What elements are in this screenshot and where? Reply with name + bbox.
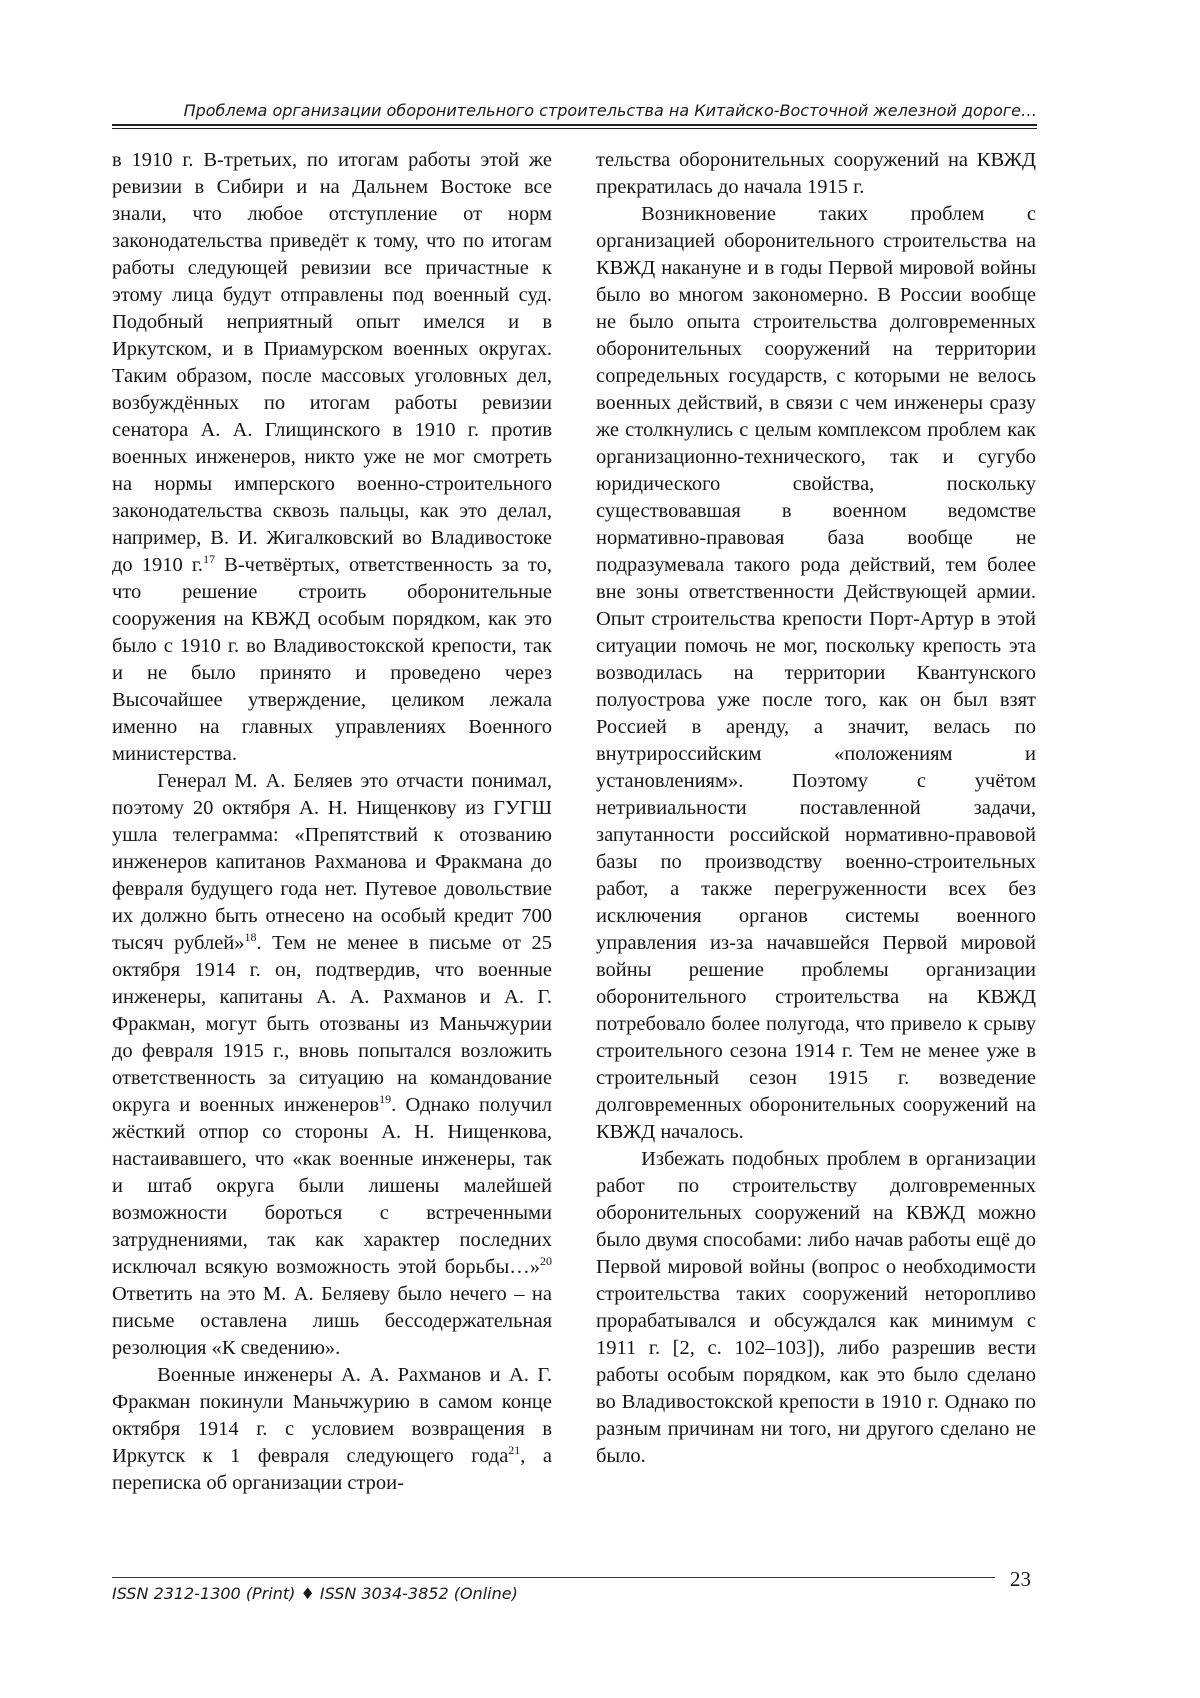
paragraph: [112, 768, 552, 1362]
footnote-ref: 19: [379, 1092, 392, 1107]
text-run: , а переписка об организации строи-: [112, 1445, 552, 1494]
footnote-ref: 18: [244, 930, 257, 945]
paragraph: тельства оборонительных сооружений на КВЖД прекратилась до начала 1915 г.: [596, 149, 1036, 198]
text-run: в 1910 г. В-третьих, по итогам работы этой же ревизии в Сибири и на Дальнем Востоке все знали, что любое отступление от норм законодательства приведёт к тому, что по итогам работы следующей ревизии все причастные к этому лица будут отправлены под военный суд. Подобный неприятный опыт имелся и в Иркутском, и в Приамурском военных округах. Таким образом, после массовых уголовных дел, возбуждённых по итогам работы ревизии сенатора А. А. Глищинского в 1910 г. против военных инженеров, никто уже не мог смотреть на нормы имперского военно-строительного законодательства сквозь пальцы, как это делал, например, В. И. Жигалковский во Владивостоке до 1910 г.: [112, 149, 552, 576]
paragraph: Избежать подобных проблем в организации работ по строительству долговременных оборонительных сооружений на КВЖД можно было двумя способами: либо начав работы ещё до Первой мировой войны (вопрос о необходимости строительства таких сооружений неторопливо прорабатывался и обсуждался как минимум с 1911 г. [2, с. 102–103]), либо разрешив вести работы особым порядком, как это было сделано во Владивостокской крепости в 1910 г. Однако по разным причинам ни того, ни другого сделано не было.: [596, 1148, 1036, 1467]
text-run: Военные инженеры А. А. Рахманов и А. Г. Фракман покинули Маньчжурию в самом конце октября 1914 г. с условием возвращения в Иркутск к 1 февраля следующего года: [112, 1364, 552, 1467]
text-run: Ответить на это М. А. Беляеву было нечего – на письме оставлена лишь бессодержательная резолюция «К сведению».: [112, 1283, 552, 1359]
paragraph: [112, 1362, 552, 1497]
paragraph: [112, 147, 552, 768]
text-run: Генерал М. А. Беляев это отчасти понимал, поэтому 20 октября А. Н. Нищенкову из ГУГШ ушла телеграмма: «Препятствий к отозванию инженеров капитанов Рахманова и Фракмана до февраля будущего года нет. Путевое довольствие их должно быть отнесено на особый кредит 700 тысяч рублей»: [112, 770, 552, 954]
text-run: В-четвёртых, ответственность за то, что решение строить оборонительные сооружения на КВЖД особым порядком, как это было с 1910 г. во Владивостокской крепости, так и не было принято и проведено через Высочайшее утверждение, целиком лежала именно на главных управлениях Военного министерства.: [112, 554, 552, 765]
left-column: [112, 147, 552, 1497]
running-header: Проблема организации оборонительного строительства на Китайско-Восточной железной дороге…: [183, 101, 1037, 120]
footer-rule: [112, 1577, 995, 1578]
header-rule-thin: [112, 128, 1037, 129]
issn-line: ISSN 2312-1300 (Print) ♦ ISSN 3034-3852 (Online): [112, 1584, 518, 1603]
footnote-ref: 17: [203, 552, 216, 567]
paragraph: Возникновение таких проблем с организацией оборонительного строительства на КВЖД накануне и в годы Первой мировой войны было во многом закономерно. В России вообще не было опыта строительства долговременных оборонительных сооружений на территории сопредельных государств, с которыми не велось военных действий, в связи с чем инженеры сразу же столкнулись с целым комплексом проблем как организационно-технического, так и сугубо юридического свойства, поскольку существовавшая в военном ведомстве нормативно-правовая база вообще не подразумевала такого рода действий, тем более вне зоны ответственности Действующей армии. Опыт строительства крепости Порт-Артур в этой ситуации помочь не мог, поскольку крепость эта возводилась на территории Квантунского полуострова уже после того, как он был взят Россией в аренду, а значит, велась по внутрироссийским «положениям и установлениям». Поэтому с учётом нетривиальности поставленной задачи, запутанности российской нормативно-правовой базы по производству военно-строительных работ, а также перегруженности всех без исключения органов системы военного управления из-за начавшейся Первой мировой войны решение проблемы организации оборонительного строительства на КВЖД потребовало более полугода, что привело к срыву строительного сезона 1914 г. Тем не менее уже в строительный сезон 1915 г. возведение долговременных оборонительных сооружений на КВЖД началось.: [596, 203, 1036, 1143]
footnote-ref: 20: [540, 1254, 552, 1269]
page-number: 23: [1010, 1567, 1031, 1591]
text-run: . Однако получил жёсткий отпор со стороны А. Н. Нищенкова, настаивавшего, что «как военные инженеры, так и штаб округа были лишены малейшей возможности бороться с встреченными затруднениями, так как характер последних исключал всякую возможность этой борьбы…»: [112, 1094, 552, 1278]
text-run: . Тем не менее в письме от 25 октября 1914 г. он, подтвердив, что военные инженеры, капитаны А. А. Рахманов и А. Г. Фракман, могут быть отозваны из Маньчжурии до февраля 1915 г., вновь попытался возложить ответственность за ситуацию на командование округа и военных инженеров: [112, 932, 553, 1116]
header-rule-thick: [112, 124, 1037, 126]
footnote-ref: 21: [508, 1443, 521, 1458]
right-column: [596, 147, 1036, 1470]
